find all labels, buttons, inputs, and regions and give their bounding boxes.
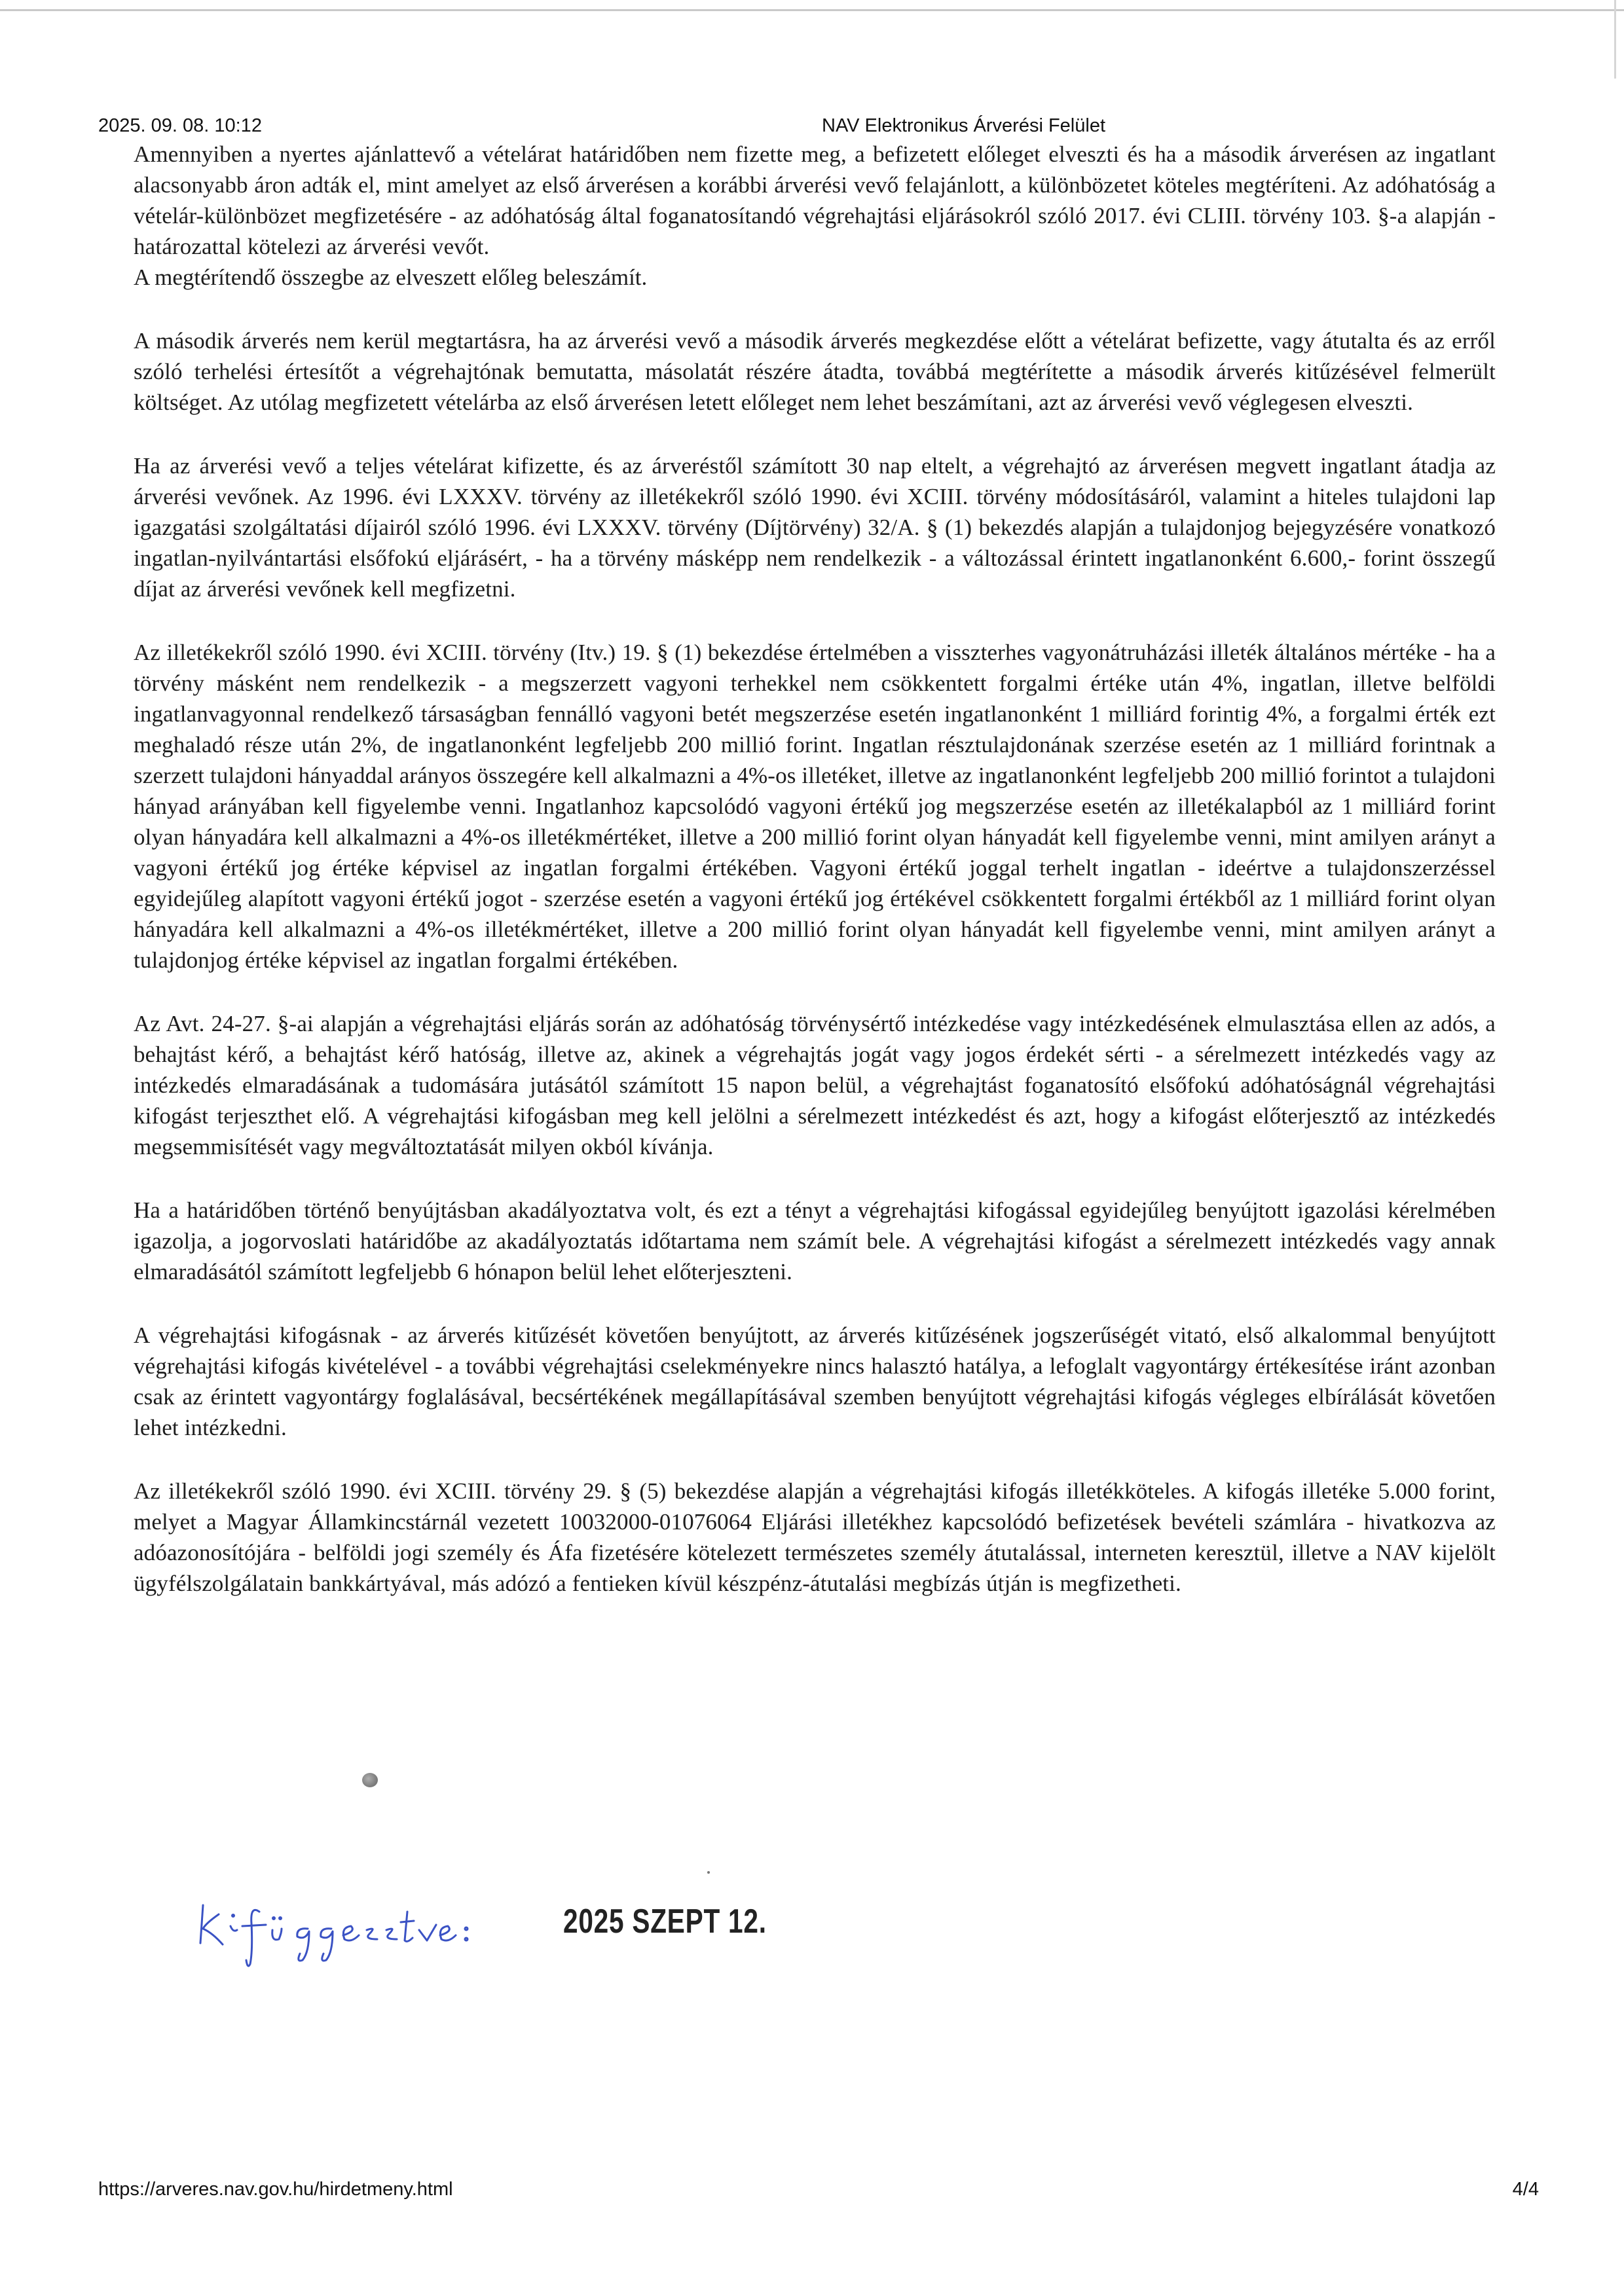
paragraph-3: Ha az árverési vevő a teljes vételárat kifizette, és az árveréstől számított 30 nap eltelt, a végrehajtó az árverésen megvett ingatlant átadja az árverési vevőnek. Az 1996. évi LXXXV. törvény az illetékekről szóló 1990. évi XCIII. törvény módosításáról, valamint a hiteles tulajdoni lap igazgatási szolgáltatási díjairól szóló 1996. évi LXXXV. törvény (Díjtörvény) 32/A. § (1) bekezdés alapján a tulajdonjog bejegyzésére vonatkozó ingatlan-nyilvántartási elsőfokú eljárásért, - ha a törvény másképp nem rendelkezik - a változással érintett ingatlanonként 6.600,- forint összegű díjat az árverési vevőnek kell megfizetni.: [134, 453, 1496, 602]
document-body: [134, 139, 1496, 1631]
scan-artifact-line: [0, 9, 1624, 11]
paragraph-4: Az illetékekről szóló 1990. évi XCIII. törvény (Itv.) 19. § (1) bekezdése értelmében a visszterhes vagyonátruházási illeték általános mértéke - ha a törvény másként nem rendelkezik - a megszerzett vagyoni terhekkel nem csökkentett forgalmi értéke után 4%, ingatlan, illetve belföldi ingatlanvagyonnal rendelkező társaságban fennálló vagyoni betét megszerzése esetén ingatlanonként 1 milliárd forintig 4%, a forgalmi érték ezt meghaladó része után 2%, de ingatlanonként legfeljebb 200 millió forint. Ingatlan résztulajdonának szerzése esetén az 1 milliárd forintnak a szerzett tulajdoni hányaddal arányos összegére kell alkalmazni a 4%-os illetéket, illetve az ingatlanonként legfeljebb 200 millió forintot a tulajdoni hányad arányában kell figyelembe venni. Ingatlanhoz kapcsolódó vagyoni értékű jog megszerzése esetén az illetékalapból az 1 milliárd forint olyan hányadára kell alkalmazni a 4%-os illetékmértéket, illetve a 200 millió forint olyan hányadát kell figyelembe venni, mint amilyen arányt a vagyoni értékű jog értéke képvisel az ingatlan forgalmi értékében. Vagyoni értékű joggal terhelt ingatlan - ideértve a tulajdonszerzéssel egyidejűleg alapított vagyoni értékű jogot - szerzése esetén a vagyoni értékű jog értékével csökkentett forgalmi értékből az 1 milliárd forint olyan hányadára kell alkalmazni a 4%-os illetékmértéket, illetve a 200 millió forint olyan hányadát kell figyelembe venni, mint amilyen arányt a tulajdonjog értéke képvisel az ingatlan forgalmi értékében.: [134, 640, 1496, 973]
scan-artifact-edge: [1614, 0, 1616, 79]
paragraph-2: A második árverés nem kerül megtartásra, ha az árverési vevő a második árverés megkezdése előtt a vételárat befizette, vagy átutalta és az erről szóló terhelési értesítőt a végrehajtónak bemutatta, másolatát részére átadta, továbbá megtérítette a második árverés kitűzésével felmerült költséget. Az utólag megfizetett vételárba az első árverésen letett előleget nem lehet beszámítani, azt az árverési vevő véglegesen elveszti.: [134, 328, 1496, 415]
date-stamp: 2025 SZEPT 12.: [563, 1903, 767, 1941]
ink-blot: [362, 1773, 378, 1787]
paragraph-6: Ha a határidőben történő benyújtásban akadályoztatva volt, és ezt a tényt a végrehajtási kifogással egyidejűleg benyújtott igazolási kérelmében igazolja, a jogorvoslati határidőbe az akadályoztatás időtartama nem számít bele. A végrehajtási kifogást a sérelmezett intézkedés vagy annak elmaradásától számított legfeljebb 6 hónapon belül lehet előterjeszteni.: [134, 1197, 1496, 1285]
paragraph-7: A végrehajtási kifogásnak - az árverés kitűzését követően benyújtott, az árverés kitűzésének jogszerűségét vitató, első alkalommal benyújtott végrehajtási kifogás kivételével - a további végrehajtási cselekményekre nincs halasztó hatálya, a lefoglalt vagyontárgy értékesítése iránt azonban csak az érintett vagyontárgy foglalásával, becsértékének megállapításával szemben benyújtott végrehajtási kifogás végleges elbírálását követően lehet intézkedni.: [134, 1322, 1496, 1440]
paragraph-1-tail: A megtérítendő összegbe az elveszett előleg beleszámít.: [134, 264, 648, 290]
pen-mark: [707, 1871, 710, 1874]
print-footer: [98, 2179, 1539, 2205]
page-url: https://arveres.nav.gov.hu/hirdetmeny.html: [98, 2179, 453, 2200]
handwritten-note-signature: [196, 1892, 537, 1971]
paragraph-8: Az illetékekről szóló 1990. évi XCIII. törvény 29. § (5) bekezdése alapján a végrehajtási kifogás illetékköteles. A kifogás illetéke 5.000 forint, melyet a Magyar Államkincstárnál vezetett 10032000-01076064 Eljárási illetékhez kapcsolódó befizetések bevételi számlára - hivatkozva az adóazonosítójára - belföldi jogi személy és Áfa fizetésére kötelezett természetes személy átutalással, interneten keresztül, illetve a NAV kijelölt ügyfélszolgálatain bankkártyával, más adózó a fentieken kívül készpénz-átutalási megbízás útján is megfizetheti.: [134, 1478, 1496, 1596]
site-title: NAV Elektronikus Árverési Felület: [822, 115, 1106, 136]
page-number: 4/4: [1512, 2179, 1539, 2200]
print-header: [98, 115, 1539, 141]
paragraph-1: Amennyiben a nyertes ajánlattevő a vételárat határidőben nem fizette meg, a befizetett előleget elveszti és ha a második árverésen az ingatlant alacsonyabb áron adták el, mint amelyet az első árverésen a korábbi árverési vevő felajánlott, a különbözetet köteles megtéríteni. Az adóhatóság a vételár-különbözet megfizetésére - az adóhatóság által foganatosítandó végrehajtási eljárásokról szóló 2017. évi CLIII. törvény 103. §-a alapján - határozattal kötelezi az árverési vevőt.: [134, 141, 1496, 259]
print-datetime: 2025. 09. 08. 10:12: [98, 115, 262, 136]
paragraph-5: Az Avt. 24-27. §-ai alapján a végrehajtási eljárás során az adóhatóság törvénysértő intézkedése vagy intézkedésének elmulasztása ellen az adós, a behajtást kérő, a behajtást kérő hatóság, illetve az, akinek a végrehajtás jogát vagy jogos érdekét sérti - a sérelmezett intézkedés vagy az intézkedés elmaradásának a tudomására jutásától számított 15 napon belül, a végrehajtást foganatosító elsőfokú adóhatóságnál végrehajtási kifogást terjeszthet elő. A végrehajtási kifogásban meg kell jelölni a sérelmezett intézkedést és azt, hogy a kifogást előterjesztő az intézkedés megsemmisítését vagy megváltoztatását milyen okból kívánja.: [134, 1011, 1496, 1159]
